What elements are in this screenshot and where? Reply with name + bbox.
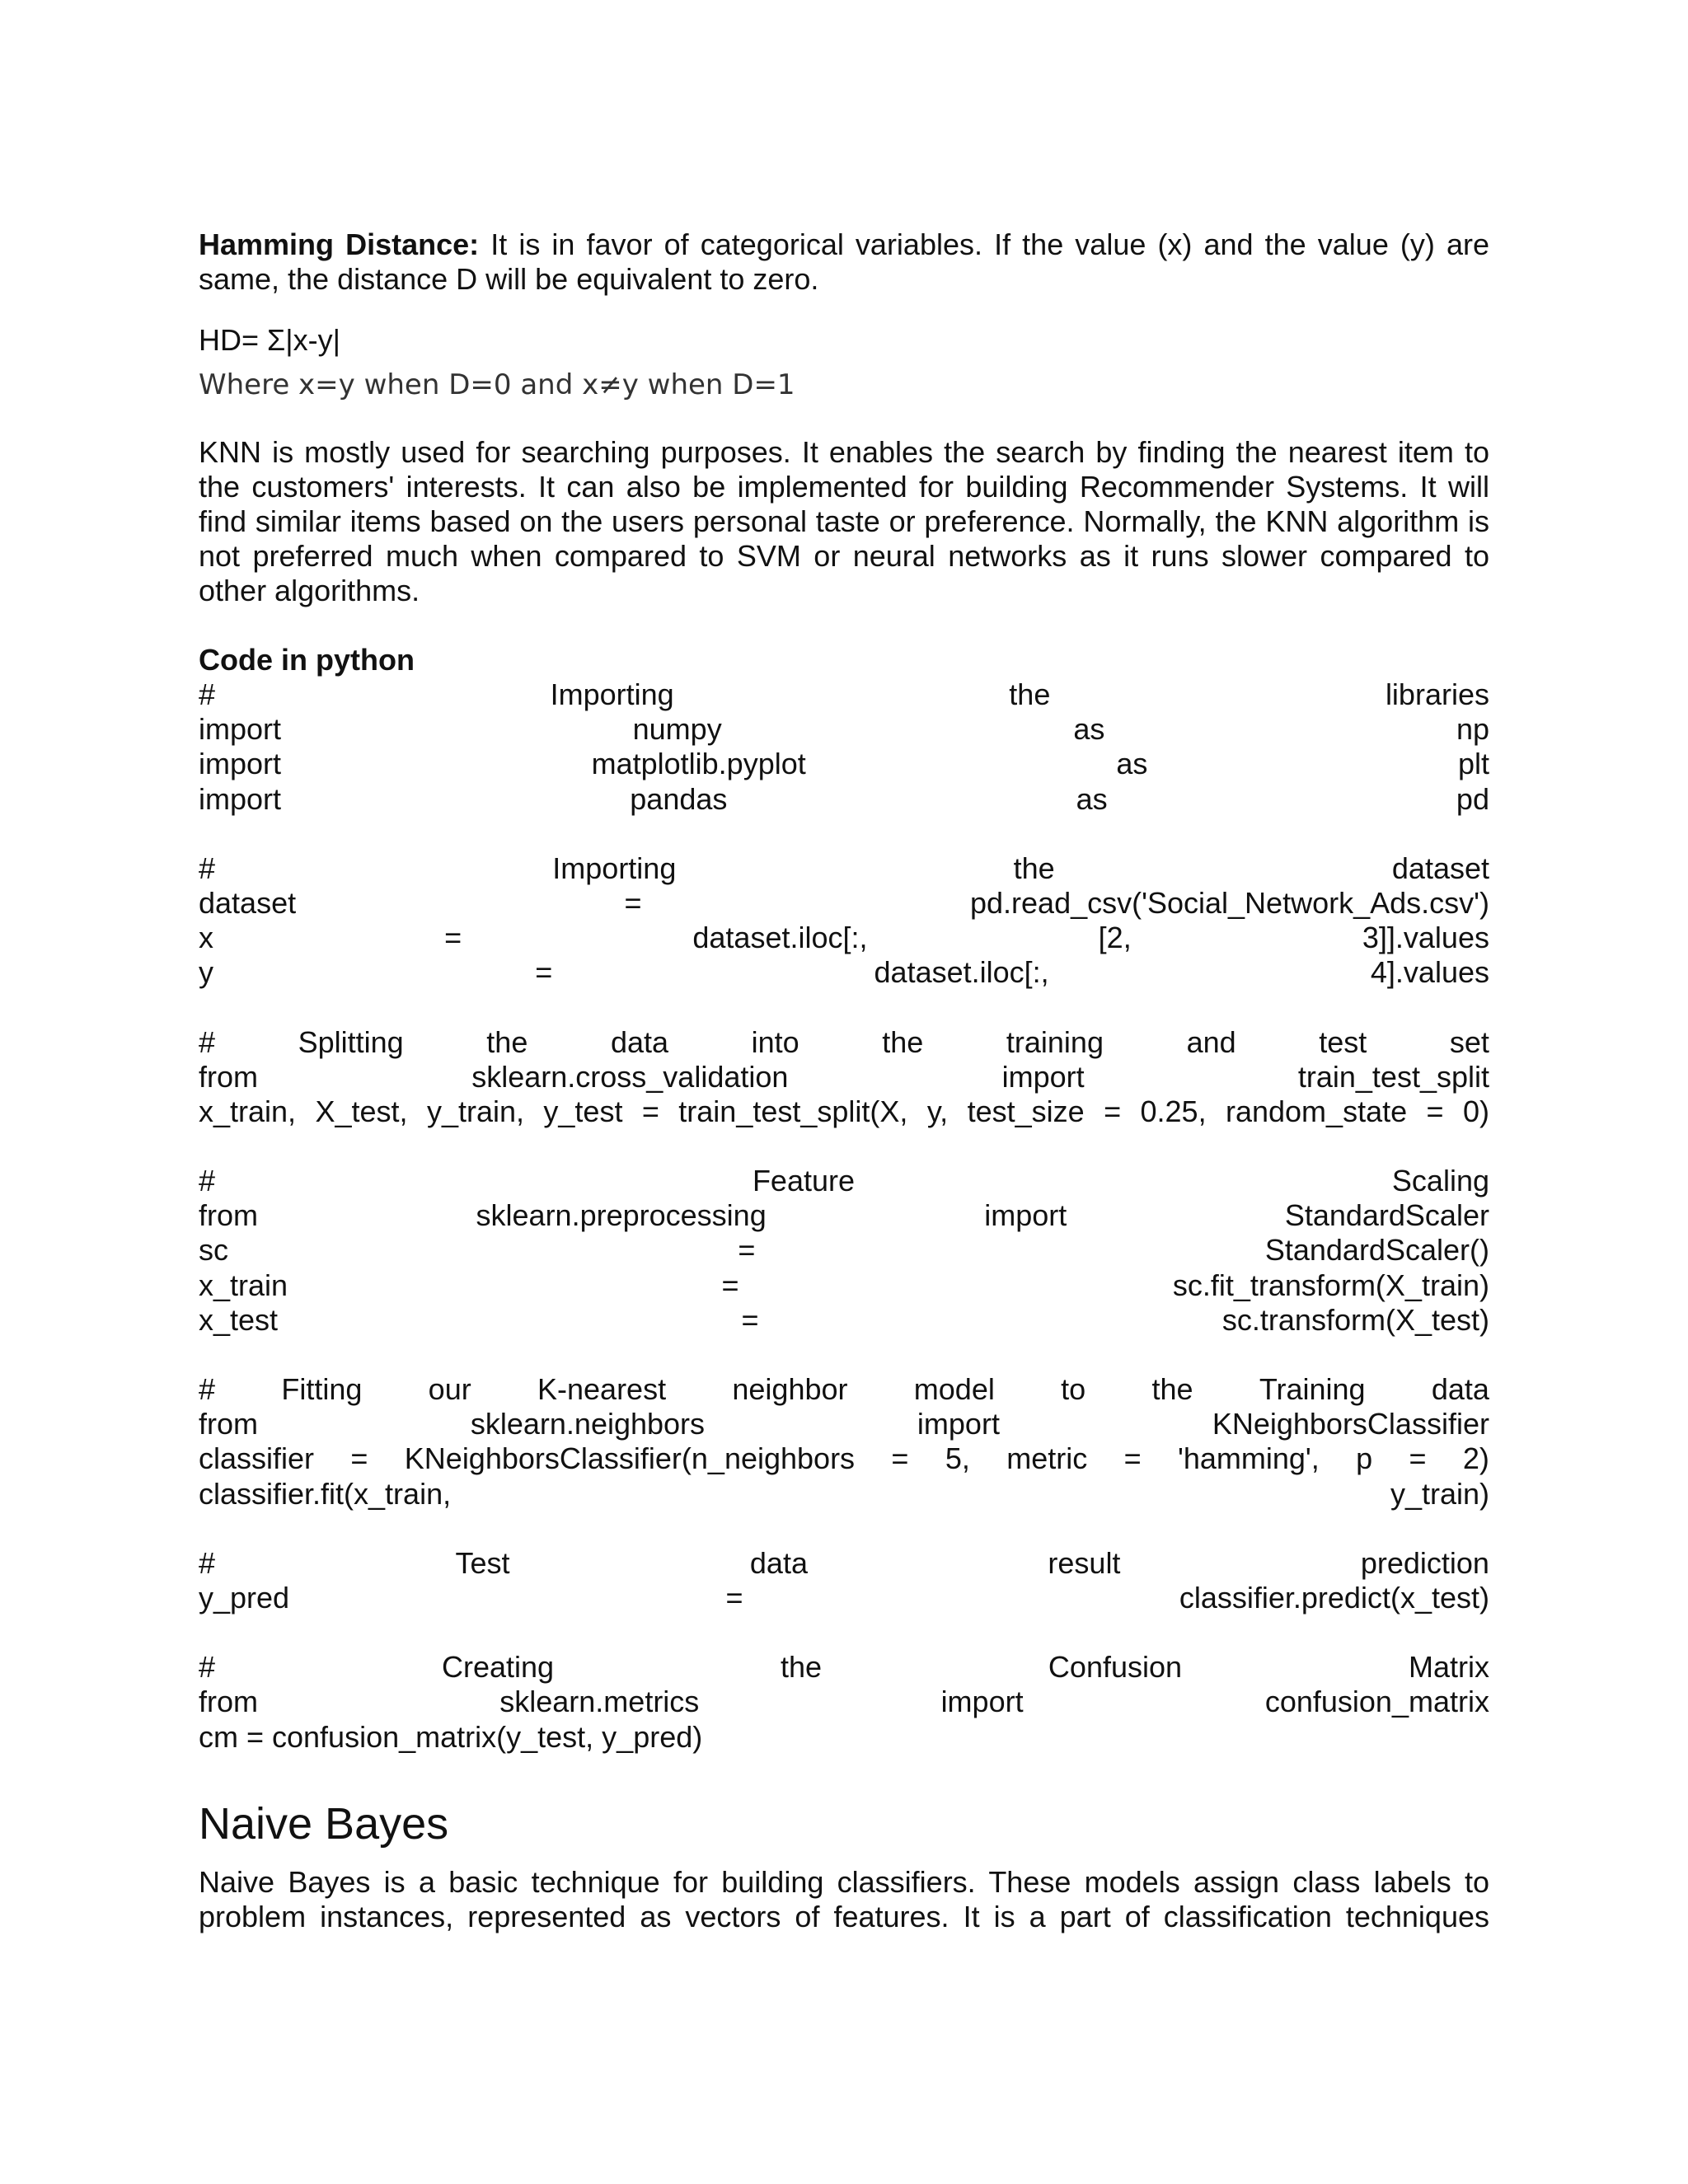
code-line <box>199 1303 1489 1338</box>
code-line <box>199 1094 1489 1129</box>
knn-paragraph: KNN is mostly used for searching purposes. It enables the search by finding the nearest item to the customers' interests. It can also be implemented for building Recommender Systems. It will find similar items based on the users personal taste or preference. Normally, the KNN algorithm is not preferred much when compared to SVM or neural networks as it runs slower compared to other algorithms. <box>199 435 1489 607</box>
code-token: test <box>1319 1024 1367 1059</box>
code-token: the <box>882 1024 924 1059</box>
code-token: = <box>1409 1441 1427 1476</box>
code-token: Confusion <box>1048 1650 1183 1685</box>
code-token: x_test <box>199 1302 279 1337</box>
code-token: sklearn.preprocessing <box>476 1198 767 1233</box>
code-token: dataset.iloc[:, <box>692 921 868 955</box>
code-token: y_train, <box>426 1094 524 1128</box>
hamming-paragraph <box>199 227 1489 297</box>
hamming-label: Hamming Distance: <box>199 227 480 261</box>
code-token: # <box>199 1372 216 1406</box>
code-token: import <box>199 781 282 816</box>
code-token: Splitting <box>298 1024 404 1059</box>
code-group <box>199 677 1489 817</box>
code-token: metric <box>1006 1441 1088 1476</box>
code-line <box>199 747 1489 781</box>
code-token: = <box>641 1094 659 1128</box>
code-token: 4].values <box>1370 955 1489 990</box>
code-token: Matrix <box>1408 1650 1489 1685</box>
code-token: as <box>1073 712 1105 747</box>
code-token: from <box>199 1198 258 1233</box>
code-token: x_train <box>199 1268 288 1302</box>
code-token: sc <box>199 1233 228 1268</box>
code-token: train_test_split(X, <box>678 1094 908 1128</box>
code-token: 5, <box>945 1441 970 1476</box>
code-line <box>199 1441 1489 1476</box>
code-token: test_size <box>967 1094 1085 1128</box>
code-token: 0.25, <box>1140 1094 1207 1128</box>
code-token: 3]].values <box>1362 921 1489 955</box>
code-line <box>199 851 1489 886</box>
hamming-formula: HD= Σ|x-y| <box>199 323 340 357</box>
code-token: import <box>984 1198 1067 1233</box>
code-token: Importing <box>552 851 677 885</box>
code-line <box>199 1407 1489 1441</box>
code-token: pd <box>1456 781 1489 816</box>
code-token: K-nearest <box>537 1372 667 1406</box>
code-token: classifier.predict(x_test) <box>1179 1580 1489 1615</box>
code-token: data <box>749 1545 808 1580</box>
code-token: train_test_split <box>1297 1059 1489 1094</box>
code-token: the <box>1009 677 1051 711</box>
code-token: # <box>199 677 216 711</box>
document-page <box>199 227 1489 1934</box>
code-token: import <box>199 747 282 781</box>
code-token: = <box>1426 1094 1444 1128</box>
code-token: # <box>199 1164 216 1198</box>
code-token: Feature <box>752 1164 856 1198</box>
code-token: import <box>1001 1059 1085 1094</box>
code-token: set <box>1449 1024 1489 1059</box>
code-line <box>199 782 1489 817</box>
code-token: X_test, <box>315 1094 408 1128</box>
code-token: libraries <box>1385 677 1489 711</box>
code-token: y, <box>926 1094 949 1128</box>
code-line <box>199 1060 1489 1094</box>
code-token: 2) <box>1462 1441 1489 1476</box>
code-token: # <box>199 1650 216 1685</box>
code-section <box>199 677 1489 1755</box>
code-line <box>199 1233 1489 1268</box>
code-token: the <box>1013 851 1055 885</box>
code-token: StandardScaler <box>1284 1198 1489 1233</box>
code-token: = <box>350 1441 368 1476</box>
code-token: = <box>741 1302 759 1337</box>
code-group <box>199 1650 1489 1755</box>
code-token: from <box>199 1059 258 1094</box>
code-token: numpy <box>632 712 722 747</box>
code-line <box>199 1372 1489 1407</box>
naive-bayes-text: Naive Bayes is a basic technique for building classifiers. These models assign class labels to problem instances, represented as vectors of features. It is a part of classification techniques <box>199 1864 1489 1933</box>
code-token: KNeighborsClassifier(n_neighbors <box>404 1441 856 1476</box>
hamming-text: It is in favor of categorical variables. If the value (x) and the value (y) are same, the distance D will be equivalent to zero. <box>199 227 1490 296</box>
code-token: 0) <box>1462 1094 1489 1128</box>
code-token: and <box>1186 1024 1236 1059</box>
code-token: classifier.fit(x_train, <box>199 1476 452 1511</box>
code-group <box>199 1372 1489 1511</box>
code-token: # <box>199 851 216 885</box>
code-token: p <box>1356 1441 1373 1476</box>
code-group <box>199 1025 1489 1130</box>
code-line <box>199 1650 1489 1685</box>
code-line <box>199 1581 1489 1615</box>
code-group <box>199 1164 1489 1338</box>
code-line <box>199 955 1489 990</box>
code-token: confusion_matrix <box>1264 1685 1489 1719</box>
code-token: the <box>780 1650 822 1685</box>
naive-bayes-heading: Naive Bayes <box>199 1798 449 1849</box>
code-token: x <box>199 921 213 955</box>
code-token: plt <box>1457 747 1489 781</box>
code-token: to <box>1061 1372 1086 1406</box>
code-token: = <box>444 921 462 955</box>
code-token: classifier <box>199 1441 315 1476</box>
code-token: = <box>738 1233 756 1268</box>
code-token: cm = confusion_matrix(y_test, y_pred) <box>199 1719 703 1754</box>
code-token: model <box>913 1372 995 1406</box>
code-token: sc.transform(X_test) <box>1221 1302 1489 1337</box>
code-token: sklearn.neighbors <box>470 1407 706 1441</box>
code-token: data <box>1431 1372 1489 1406</box>
code-token: np <box>1456 712 1489 747</box>
code-line <box>199 1025 1489 1060</box>
code-line <box>199 1198 1489 1233</box>
code-token: # <box>199 1024 216 1059</box>
code-line <box>199 1546 1489 1581</box>
code-token: = <box>725 1580 743 1615</box>
code-token: dataset <box>199 885 297 920</box>
code-token: pandas <box>630 781 728 816</box>
code-line <box>199 1720 1489 1755</box>
code-token: import <box>917 1407 1000 1441</box>
code-token: y_train) <box>1390 1476 1489 1511</box>
code-token: data <box>610 1024 669 1059</box>
naive-bayes-paragraph <box>199 1865 1489 1934</box>
code-token: Test <box>455 1545 510 1580</box>
code-token: sklearn.metrics <box>499 1685 700 1719</box>
code-token: Creating <box>441 1650 555 1685</box>
code-token: as <box>1116 747 1148 781</box>
code-token: = <box>1123 1441 1142 1476</box>
code-token: Scaling <box>1391 1164 1489 1198</box>
code-token: x_train, <box>199 1094 297 1128</box>
code-token: the <box>1151 1372 1193 1406</box>
code-token: = <box>1104 1094 1122 1128</box>
code-token: y <box>199 955 213 990</box>
code-token: Fitting <box>281 1372 363 1406</box>
code-token: KNeighborsClassifier <box>1212 1407 1489 1441</box>
code-token: dataset <box>1391 851 1489 885</box>
code-token: [2, <box>1098 921 1132 955</box>
code-token: from <box>199 1685 258 1719</box>
code-line <box>199 712 1489 747</box>
code-line <box>199 1164 1489 1198</box>
code-token: # <box>199 1545 216 1580</box>
code-token: StandardScaler() <box>1264 1233 1489 1268</box>
code-token: as <box>1076 781 1108 816</box>
code-token: into <box>751 1024 799 1059</box>
code-token: = <box>891 1441 909 1476</box>
code-token: matplotlib.pyplot <box>591 747 806 781</box>
code-token: y_test <box>543 1094 623 1128</box>
code-line <box>199 1477 1489 1511</box>
code-token: dataset.iloc[:, <box>874 955 1049 990</box>
code-token: = <box>721 1268 739 1302</box>
code-token: neighbor <box>732 1372 848 1406</box>
code-token: Importing <box>550 677 674 711</box>
code-heading: Code in python <box>199 643 415 677</box>
code-token: 'hamming', <box>1177 1441 1320 1476</box>
code-token: pd.read_csv('Social_Network_Ads.csv') <box>970 885 1489 920</box>
code-token: = <box>535 955 553 990</box>
code-group <box>199 1546 1489 1615</box>
code-token: result <box>1048 1545 1121 1580</box>
hamming-condition: Where x=y when D=0 and x≠y when D=1 <box>199 368 795 401</box>
code-token: random_state <box>1225 1094 1408 1128</box>
code-token: from <box>199 1407 258 1441</box>
code-line <box>199 677 1489 712</box>
code-token: the <box>486 1024 528 1059</box>
code-group <box>199 851 1489 991</box>
code-token: sc.fit_transform(X_train) <box>1172 1268 1489 1302</box>
code-line <box>199 1268 1489 1303</box>
code-token: import <box>940 1685 1024 1719</box>
code-token: our <box>428 1372 471 1406</box>
code-token: prediction <box>1360 1545 1489 1580</box>
code-token: import <box>199 712 282 747</box>
code-line <box>199 1685 1489 1719</box>
code-token: training <box>1006 1024 1104 1059</box>
code-line <box>199 921 1489 955</box>
code-token: = <box>624 885 642 920</box>
code-token: y_pred <box>199 1580 290 1615</box>
code-line <box>199 886 1489 921</box>
code-token: sklearn.cross_validation <box>471 1059 789 1094</box>
code-token: Training <box>1259 1372 1366 1406</box>
